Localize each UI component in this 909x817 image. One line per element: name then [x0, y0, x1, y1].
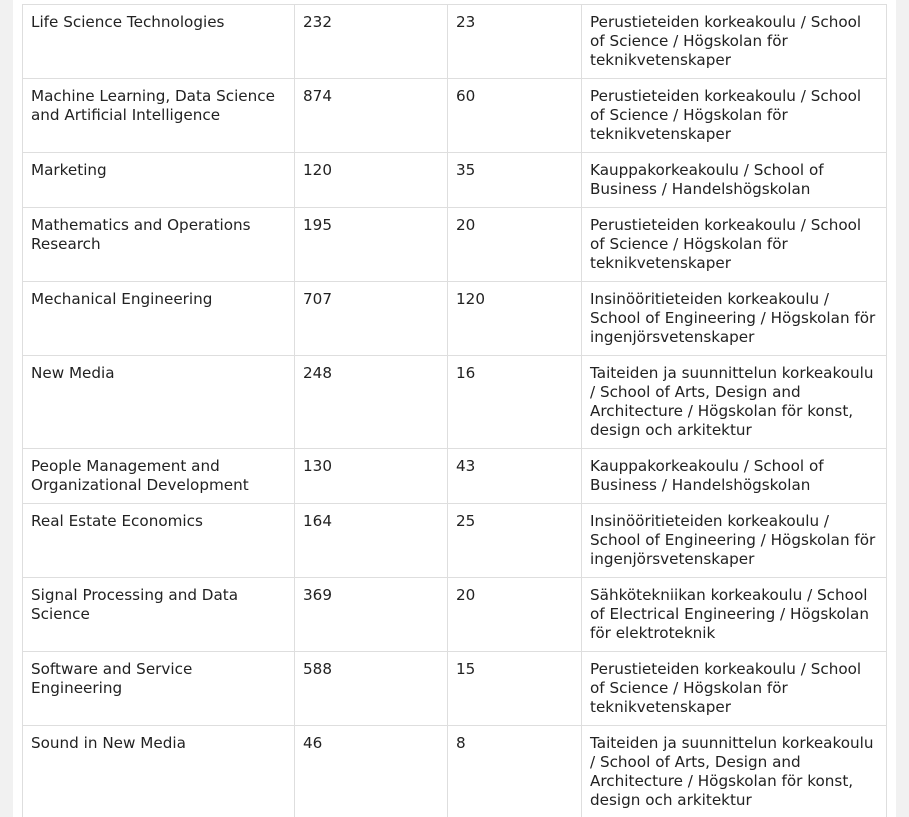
value-cell: 25	[448, 504, 582, 578]
programme-name-cell: New Media	[23, 356, 295, 449]
programme-name-cell: Software and Service Engineering	[23, 652, 295, 726]
programme-name-cell: Life Science Technologies	[23, 5, 295, 79]
value-cell: 35	[448, 153, 582, 208]
value-cell: 874	[295, 79, 448, 153]
school-cell: Kauppakorkeakoulu / School of Business / Handelshögskolan	[582, 153, 887, 208]
value-cell: 23	[448, 5, 582, 79]
school-cell: Insinööritieteiden korkeakoulu / School of Engineering / Högskolan för ingenjörsvetenskaper	[582, 504, 887, 578]
value-cell: 46	[295, 726, 448, 817]
programme-name-cell: Machine Learning, Data Science and Artificial Intelligence	[23, 79, 295, 153]
value-cell: 195	[295, 208, 448, 282]
value-cell: 60	[448, 79, 582, 153]
value-cell: 8	[448, 726, 582, 817]
programme-name-cell: Marketing	[23, 153, 295, 208]
page-content	[13, 0, 896, 817]
table-row	[23, 79, 887, 153]
table-row	[23, 153, 887, 208]
programme-name-cell: People Management and Organizational Development	[23, 449, 295, 504]
value-cell: 43	[448, 449, 582, 504]
programme-name-cell: Signal Processing and Data Science	[23, 578, 295, 652]
school-cell: Perustieteiden korkeakoulu / School of Science / Högskolan för teknikvetenskaper	[582, 5, 887, 79]
value-cell: 15	[448, 652, 582, 726]
school-cell: Perustieteiden korkeakoulu / School of Science / Högskolan för teknikvetenskaper	[582, 79, 887, 153]
table-row	[23, 652, 887, 726]
table-row	[23, 356, 887, 449]
programmes-table-body	[23, 5, 887, 817]
programme-name-cell: Mechanical Engineering	[23, 282, 295, 356]
value-cell: 120	[448, 282, 582, 356]
table-row	[23, 726, 887, 817]
value-cell: 120	[295, 153, 448, 208]
value-cell: 16	[448, 356, 582, 449]
programme-name-cell: Mathematics and Operations Research	[23, 208, 295, 282]
value-cell: 130	[295, 449, 448, 504]
programmes-table	[22, 4, 887, 817]
value-cell: 232	[295, 5, 448, 79]
value-cell: 707	[295, 282, 448, 356]
school-cell: Taiteiden ja suunnittelun korkeakoulu / School of Arts, Design and Architecture / Högskolan för konst, design och arkitektur	[582, 726, 887, 817]
school-cell: Kauppakorkeakoulu / School of Business / Handelshögskolan	[582, 449, 887, 504]
table-row	[23, 449, 887, 504]
value-cell: 20	[448, 578, 582, 652]
table-row	[23, 504, 887, 578]
programme-name-cell: Real Estate Economics	[23, 504, 295, 578]
school-cell: Sähkötekniikan korkeakoulu / School of Electrical Engineering / Högskolan för elektroteknik	[582, 578, 887, 652]
table-row	[23, 208, 887, 282]
school-cell: Insinööritieteiden korkeakoulu / School of Engineering / Högskolan för ingenjörsvetenskaper	[582, 282, 887, 356]
value-cell: 369	[295, 578, 448, 652]
school-cell: Taiteiden ja suunnittelun korkeakoulu / School of Arts, Design and Architecture / Högskolan för konst, design och arkitektur	[582, 356, 887, 449]
value-cell: 248	[295, 356, 448, 449]
table-row	[23, 282, 887, 356]
value-cell: 164	[295, 504, 448, 578]
school-cell: Perustieteiden korkeakoulu / School of Science / Högskolan för teknikvetenskaper	[582, 652, 887, 726]
table-row	[23, 578, 887, 652]
school-cell: Perustieteiden korkeakoulu / School of Science / Högskolan för teknikvetenskaper	[582, 208, 887, 282]
value-cell: 588	[295, 652, 448, 726]
programme-name-cell: Sound in New Media	[23, 726, 295, 817]
table-row	[23, 5, 887, 79]
value-cell: 20	[448, 208, 582, 282]
